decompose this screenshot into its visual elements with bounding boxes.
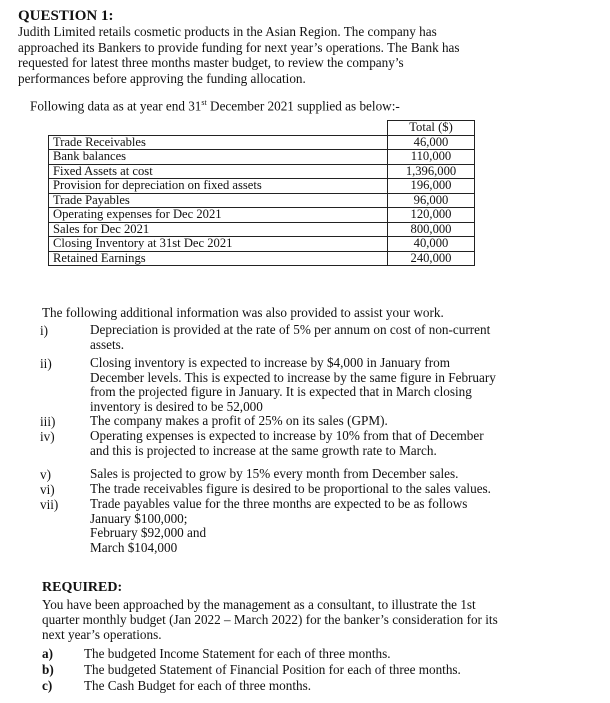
- row-label: Trade Receivables: [49, 135, 388, 150]
- row-value: 120,000: [388, 208, 475, 223]
- intro-line: approached its Bankers to provide funding for next year’s operations. The Bank has: [18, 39, 460, 55]
- item-number: i): [40, 323, 49, 338]
- list-item: [90, 414, 530, 429]
- item-line: from the projected figure in January. It is expected that in March closing: [90, 384, 472, 399]
- required-line: next year’s operations.: [42, 627, 162, 643]
- item-line: March $104,000: [90, 539, 178, 555]
- row-value: 800,000: [388, 222, 475, 237]
- required-task: [42, 678, 311, 694]
- task-text: The budgeted Statement of Financial Position for each of three months.: [84, 662, 461, 677]
- item-line: December levels. This is expected to increase by the same figure in February: [90, 369, 496, 385]
- list-item: [90, 356, 530, 414]
- table-row: [49, 222, 475, 237]
- financial-data-table: [48, 120, 475, 266]
- item-line: and this is projected to increase at the same growth rate to March.: [90, 442, 437, 458]
- row-value: 196,000: [388, 179, 475, 194]
- row-label: Trade Payables: [49, 193, 388, 208]
- header-blank-cell: [49, 121, 388, 136]
- item-line: assets.: [90, 336, 125, 352]
- row-label: Retained Earnings: [49, 251, 388, 266]
- intro-line: Judith Limited retails cosmetic products in the Asian Region. The company has: [18, 24, 437, 39]
- item-line: inventory is desired to be 52,000: [90, 398, 263, 414]
- table-row: [49, 179, 475, 194]
- row-value: 110,000: [388, 150, 475, 165]
- data-intro-prefix: Following data as at year end 31: [30, 98, 202, 114]
- item-line: February $92,000 and: [90, 525, 207, 540]
- list-item: [90, 467, 530, 482]
- list-item: [90, 482, 530, 497]
- table-row: [49, 150, 475, 165]
- question-intro: [18, 24, 538, 86]
- item-number: iii): [40, 414, 56, 429]
- row-value: 240,000: [388, 251, 475, 266]
- data-intro-suffix: December 2021 supplied as below:-: [206, 98, 400, 114]
- item-number: v): [40, 467, 51, 482]
- item-number: vii): [40, 497, 59, 512]
- item-line: Trade payables value for the three months are expected to be as follows: [90, 496, 468, 511]
- required-title: REQUIRED:: [42, 580, 123, 595]
- list-item: [90, 429, 530, 458]
- required-task: [42, 662, 461, 678]
- table-row: [49, 135, 475, 150]
- table-header-row: [49, 121, 475, 136]
- row-value: 96,000: [388, 193, 475, 208]
- list-item: [90, 323, 530, 352]
- task-number: c): [42, 678, 53, 693]
- item-line: Operating expenses is expected to increase by 10% from that of December: [90, 428, 484, 443]
- table-row: [49, 164, 475, 179]
- task-text: The Cash Budget for each of three months.: [84, 678, 312, 693]
- row-label: Fixed Assets at cost: [49, 164, 388, 179]
- additional-info-intro: The following additional information was also provided to assist your work.: [42, 305, 444, 320]
- table-row: [49, 208, 475, 223]
- task-number: a): [42, 646, 53, 661]
- item-line: The company makes a profit of 25% on its sales (GPM).: [90, 413, 388, 428]
- table-row: [49, 251, 475, 266]
- table-row: [49, 193, 475, 208]
- item-line: Depreciation is provided at the rate of 5% per annum on cost of non-current: [90, 322, 491, 337]
- row-label: Operating expenses for Dec 2021: [49, 208, 388, 223]
- item-line: January $100,000;: [90, 510, 188, 526]
- row-value: 1,396,000: [388, 164, 475, 179]
- required-line: You have been approached by the management as a consultant, to illustrate the 1st: [42, 597, 476, 612]
- intro-line: requested for latest three months master budget, to review the company’s: [18, 55, 404, 71]
- question-title: QUESTION 1:: [18, 8, 114, 24]
- item-number: ii): [40, 356, 52, 371]
- intro-line: performances before approving the funding allocation.: [18, 70, 306, 86]
- item-line: Closing inventory is expected to increase by $4,000 in January from: [90, 355, 451, 370]
- table-header-total: Total ($): [388, 121, 475, 136]
- task-text: The budgeted Income Statement for each of three months.: [84, 646, 391, 661]
- table-row: [49, 237, 475, 252]
- data-intro: [30, 98, 400, 114]
- row-value: 46,000: [388, 135, 475, 150]
- data-intro-sup: st: [201, 98, 207, 107]
- item-number: iv): [40, 429, 55, 444]
- required-task: [42, 646, 391, 662]
- item-number: vi): [40, 482, 55, 497]
- item-line: The trade receivables figure is desired to be proportional to the sales values.: [90, 481, 491, 496]
- required-text: [42, 597, 532, 643]
- row-label: Bank balances: [49, 150, 388, 165]
- row-label: Closing Inventory at 31st Dec 2021: [49, 237, 388, 252]
- list-item: [90, 497, 530, 555]
- item-line: Sales is projected to grow by 15% every month from December sales.: [90, 466, 459, 481]
- task-number: b): [42, 662, 54, 677]
- row-label: Sales for Dec 2021: [49, 222, 388, 237]
- required-line: quarter monthly budget (Jan 2022 – March 2022) for the banker’s consideration for its: [42, 612, 498, 628]
- row-value: 40,000: [388, 237, 475, 252]
- row-label: Provision for depreciation on fixed assets: [49, 179, 388, 194]
